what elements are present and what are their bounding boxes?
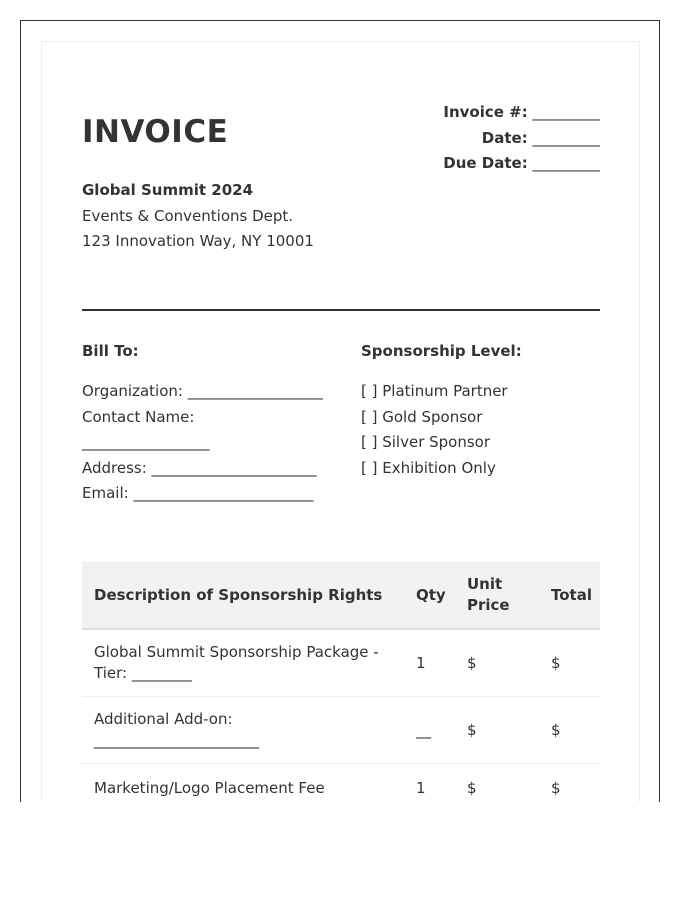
sponsorship-option-platinum: [ ] Platinum Partner: [361, 382, 508, 400]
table-row: [82, 630, 600, 697]
company-name: Global Summit 2024: [82, 181, 254, 199]
table-header: [82, 562, 600, 630]
invoice-number-row: [443, 100, 600, 126]
table-row: [82, 697, 600, 764]
row-total: $: [551, 779, 561, 797]
sponsorship-heading: Sponsorship Level:: [361, 342, 522, 360]
invoice-due-date-row: [443, 151, 600, 177]
row-qty: 1: [416, 779, 426, 797]
header-divider: [82, 309, 600, 311]
bill-to-heading: Bill To:: [82, 342, 139, 360]
sponsorship-option-gold: [ ] Gold Sponsor: [361, 407, 483, 426]
company-department: Events & Conventions Dept.: [82, 206, 294, 225]
bill-to-section: [82, 339, 332, 507]
header-description: Description of Sponsorship Rights: [94, 585, 383, 604]
invoice-date-blank: _________: [532, 128, 600, 147]
invoice-date-row: [443, 126, 600, 152]
invoice-meta: [443, 100, 600, 177]
invoice-due-date-label: Due Date:: [443, 154, 528, 172]
header-total: Total: [551, 585, 592, 604]
row-description: Global Summit Sponsorship Package - Tier: ________: [94, 643, 379, 682]
invoice-title: INVOICE: [82, 114, 229, 150]
bill-to-address: Address: ______________________: [82, 458, 317, 477]
invoice-sheet: [41, 41, 640, 802]
row-unit-price: $: [467, 653, 477, 672]
page-frame: [20, 20, 660, 802]
row-total: $: [551, 720, 561, 739]
table-row: [82, 764, 600, 802]
invoice-date-label: Date:: [481, 128, 528, 147]
row-qty: 1: [416, 653, 426, 672]
row-unit-price: $: [467, 720, 477, 739]
bill-to-contact: Contact Name: _________________: [82, 407, 210, 452]
company-block: [82, 178, 314, 255]
sponsorship-section: [361, 339, 600, 481]
header-qty: Qty: [416, 585, 446, 604]
row-total: $: [551, 653, 561, 672]
line-items-table: [82, 562, 600, 802]
row-description: Additional Add-on: ______________________: [94, 710, 259, 749]
row-unit-price: $: [467, 779, 477, 797]
company-address: 123 Innovation Way, NY 10001: [82, 232, 314, 250]
sponsorship-option-silver: [ ] Silver Sponsor: [361, 433, 491, 452]
row-qty: __: [416, 720, 431, 739]
row-description: Marketing/Logo Placement Fee: [94, 779, 325, 797]
invoice-due-date-blank: _________: [532, 154, 600, 172]
invoice-number-blank: _________: [532, 103, 600, 121]
bill-to-organization: Organization: __________________: [82, 382, 323, 400]
header-unit-price: Unit Price: [467, 575, 510, 614]
sponsorship-option-exhibition: [ ] Exhibition Only: [361, 458, 496, 477]
invoice-number-label: Invoice #:: [443, 103, 528, 121]
bill-to-email: Email: ________________________: [82, 484, 314, 503]
